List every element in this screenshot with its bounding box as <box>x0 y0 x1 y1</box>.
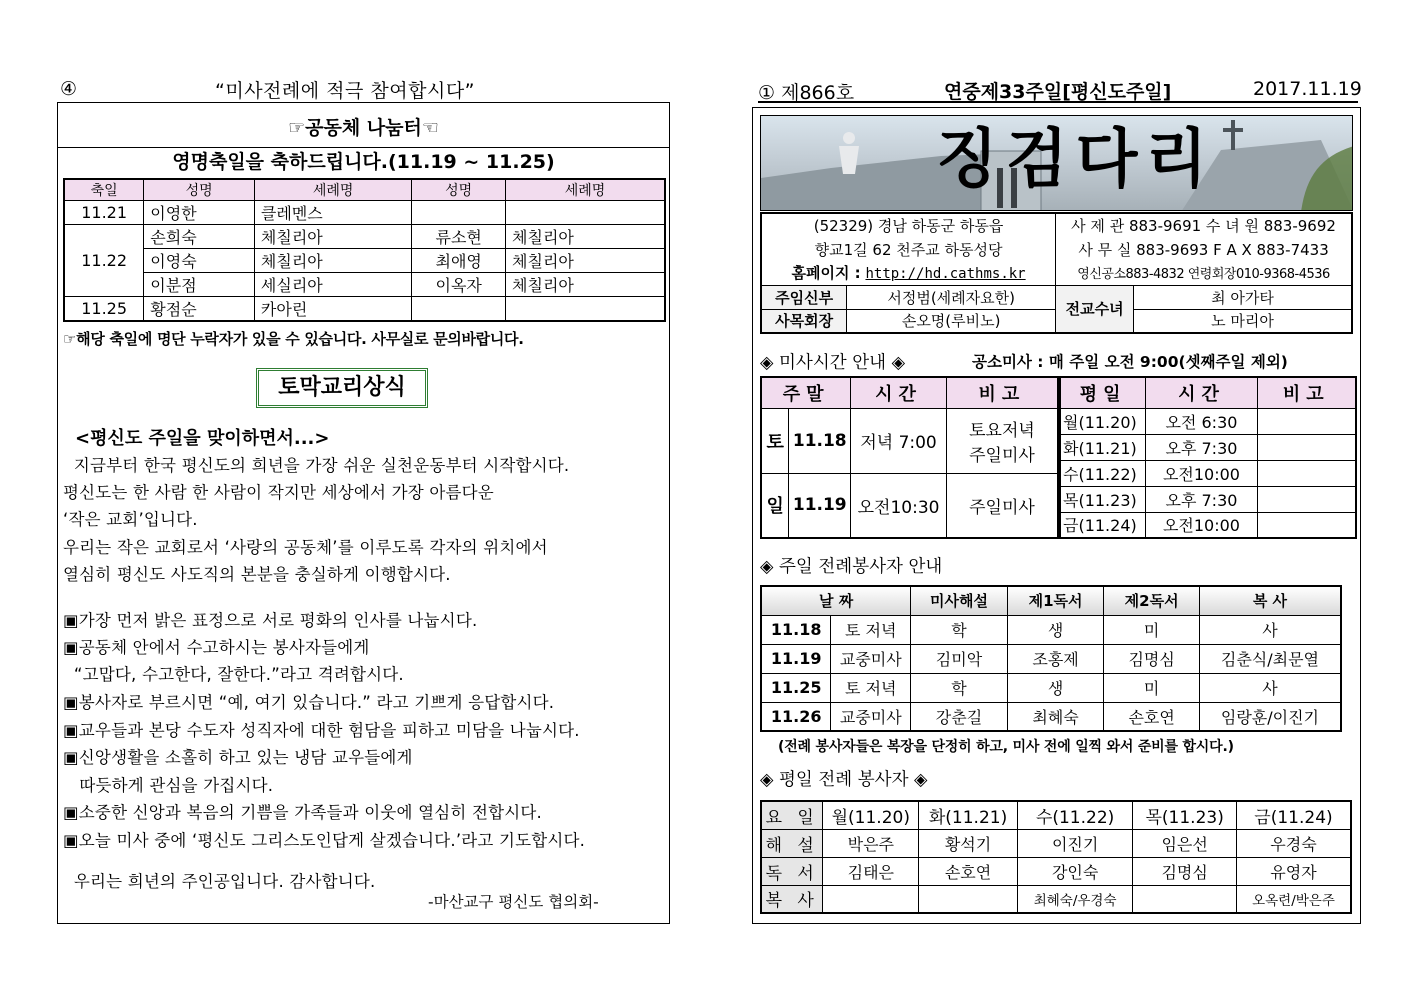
left-page-frame <box>57 102 670 924</box>
name-cell: 이영숙 <box>144 249 255 273</box>
column-header: 성명 <box>144 179 255 201</box>
bullet-line: ▣오늘 미사 중에 ‘평신도 그리스도인답게 살겠습니다.’라고 기도합시다. <box>63 831 586 850</box>
bullet-line: “고맙다, 수고한다, 잘한다.”라고 격려합시다. <box>63 665 404 684</box>
day-cell: 수(11.22) <box>1060 460 1146 486</box>
date-cell: 11.18 <box>761 615 831 644</box>
homepage-label: 홈페이지 : <box>791 264 861 283</box>
table-row <box>1060 434 1356 460</box>
table-row <box>64 201 665 225</box>
day-cell: 화(11.21) <box>1060 434 1146 460</box>
volunteer-note: (전례 봉사자들은 복장을 단정히 하고, 미사 전에 일찍 와서 준비를 합시다.) <box>778 739 1234 755</box>
column-header: 금(11.24) <box>1236 801 1351 829</box>
day-cell: 월(11.20) <box>1060 408 1146 434</box>
volunteer-cell <box>823 885 919 913</box>
commentator-cell: 강춘길 <box>911 702 1008 731</box>
baptism-cell <box>506 297 665 322</box>
column-header: 축일 <box>64 179 144 201</box>
note-cell <box>946 408 1058 473</box>
reader2-cell: 미 <box>1104 673 1200 702</box>
weekday-mass-table <box>1059 376 1357 539</box>
table-row <box>1060 512 1356 538</box>
column-header: 제2독서 <box>1104 586 1200 615</box>
note-line: 토요저녁 <box>969 420 1035 441</box>
homepage-line <box>761 261 1056 285</box>
role-cell: 독 서 <box>761 857 823 885</box>
table-row <box>761 644 1341 673</box>
contact-line: 사 무 실 883-9693 F A X 883-7433 <box>1056 237 1352 261</box>
volunteer-cell: 손호연 <box>919 857 1018 885</box>
volunteer-cell: 황석기 <box>919 829 1018 857</box>
table-row <box>761 673 1341 702</box>
column-header: 복 사 <box>1199 586 1341 615</box>
baptism-cell: 체칠리아 <box>506 225 665 249</box>
reader2-cell: 미 <box>1104 615 1200 644</box>
column-header: 제1독서 <box>1007 586 1104 615</box>
baptism-cell: 체칠리아 <box>254 249 411 273</box>
page-number-glyph: ① <box>758 82 776 104</box>
column-header: 세례명 <box>254 179 411 201</box>
table-row <box>761 829 1351 857</box>
time-cell: 오전 6:30 <box>1146 408 1257 434</box>
baptism-cell: 카아린 <box>254 297 411 322</box>
table-row <box>761 615 1341 644</box>
name-cell: 이분점 <box>144 273 255 297</box>
reader2-cell: 손호연 <box>1104 702 1200 731</box>
table-row <box>64 273 665 297</box>
mass-cell: 교중미사 <box>831 644 911 673</box>
volunteer-cell: 임은선 <box>1133 829 1237 857</box>
feast-date: 11.22 <box>64 225 144 297</box>
reader1-cell: 조홍제 <box>1007 644 1104 673</box>
column-header: 세례명 <box>506 179 665 201</box>
table-row <box>761 408 1058 473</box>
bullet-line: 따듯하게 관심을 가집시다. <box>63 776 274 795</box>
volunteer-cell: 유영자 <box>1236 857 1351 885</box>
bullet-line: ▣공동체 안에서 수고하시는 봉사자들에게 <box>63 638 370 657</box>
column-header: 수(11.22) <box>1017 801 1132 829</box>
paragraph-line: 열심히 평신도 사도직의 본분을 충실하게 이행합시다. <box>63 565 451 584</box>
column-header: 평일 <box>1060 377 1146 408</box>
column-header: 화(11.21) <box>919 801 1018 829</box>
role-cell: 복 사 <box>761 885 823 913</box>
sister-name: 노 마리아 <box>1134 309 1352 333</box>
date-cell: 11.18 <box>789 408 851 473</box>
bullet-line: ▣신앙생활을 소홀히 하고 있는 냉담 교우들에게 <box>63 748 413 767</box>
name-cell: 손희숙 <box>144 225 255 249</box>
commentator-cell: 학 <box>911 673 1008 702</box>
bullet-line: ▣가장 먼저 밝은 표정으로 서로 평화의 인사를 나눕시다. <box>63 611 478 630</box>
council-label: 사목회장 <box>761 309 847 333</box>
baptism-cell: 체칠리아 <box>506 273 665 297</box>
column-header: 날 짜 <box>761 586 911 615</box>
paragraph-line: 지금부터 한국 평신도의 희년을 가장 쉬운 실천운동부터 시작합시다. <box>63 456 570 475</box>
role-cell: 해 설 <box>761 829 823 857</box>
day-cell: 토 <box>761 408 789 473</box>
table-row <box>761 885 1351 913</box>
note-cell <box>1257 408 1356 434</box>
council-name: 손오명(루비노) <box>847 309 1056 333</box>
bulletin-title: 연중제33주일[평신도주일] <box>944 81 1172 103</box>
table-row <box>64 297 665 322</box>
contact-line: 사 제 관 883-9691 수 녀 원 883-9692 <box>1056 213 1352 237</box>
baptism-cell: 클레멘스 <box>254 201 411 225</box>
feast-date: 11.21 <box>64 201 144 225</box>
column-header: 성명 <box>412 179 506 201</box>
reader2-cell: 김명심 <box>1104 644 1200 673</box>
closing-line: 우리는 희년의 주인공입니다. 감사합니다. <box>63 872 376 891</box>
mass-cell: 교중미사 <box>831 702 911 731</box>
time-cell: 오후 7:30 <box>1146 486 1257 512</box>
baptism-cell: 체칠리아 <box>506 249 665 273</box>
contact-line: 영신공소883-4832 연령회장010-9368-4536 <box>1056 261 1352 285</box>
weekday-volunteer-heading: ◈ 평일 전례 봉사자 ◈ <box>760 770 928 790</box>
column-header: 주말 <box>761 377 851 408</box>
note-cell <box>1257 460 1356 486</box>
volunteer-cell: 김태은 <box>823 857 919 885</box>
table-row <box>761 473 1058 538</box>
server-cell: 임랑훈/이진기 <box>1199 702 1341 731</box>
name-cell: 황점순 <box>144 297 255 322</box>
weekday-volunteer-table <box>760 800 1352 914</box>
baptism-cell: 세실리아 <box>254 273 411 297</box>
day-cell: 금(11.24) <box>1060 512 1146 538</box>
server-cell: 사 <box>1199 673 1341 702</box>
paragraph-line: 우리는 작은 교회로서 ‘사랑의 공동체’를 이루도록 각자의 위치에서 <box>63 538 548 557</box>
column-header: 비고 <box>1257 377 1356 408</box>
note-cell <box>1257 486 1356 512</box>
commentator-cell: 김미악 <box>911 644 1008 673</box>
pastor-name: 서정범(세례자요한) <box>847 285 1056 309</box>
reader1-cell: 생 <box>1007 673 1104 702</box>
volunteer-cell: 박은주 <box>823 829 919 857</box>
volunteer-cell: 강인숙 <box>1017 857 1132 885</box>
feast-date: 11.25 <box>64 297 144 322</box>
name-cell: 이영한 <box>144 201 255 225</box>
day-cell: 목(11.23) <box>1060 486 1146 512</box>
signature: -마산교구 평신도 협의회- <box>428 893 599 911</box>
commentator-cell: 학 <box>911 615 1008 644</box>
feast-title: 영명축일을 축하드립니다.(11.19 ~ 11.25) <box>172 151 555 173</box>
community-title: ☞공동체 나눔터☜ <box>288 117 439 139</box>
volunteer-cell: 최혜숙/우경숙 <box>1017 885 1132 913</box>
table-row <box>1060 486 1356 512</box>
header-rule <box>758 101 1358 103</box>
note-cell <box>1257 434 1356 460</box>
note-cell: 주일미사 <box>946 473 1058 538</box>
column-header: 월(11.20) <box>823 801 919 829</box>
column-header: 비고 <box>946 377 1058 408</box>
table-row <box>761 857 1351 885</box>
server-cell: 김춘식/최문열 <box>1199 644 1341 673</box>
time-cell: 오전10:00 <box>1146 460 1257 486</box>
paragraph-line: 평신도는 한 사람 한 사람이 작지만 세상에서 가장 아름다운 <box>63 483 494 502</box>
table-row <box>64 249 665 273</box>
section-heading: <평신도 주일을 맞이하면서...> <box>75 428 330 449</box>
baptism-cell: 체칠리아 <box>254 225 411 249</box>
parish-info-table <box>760 212 1353 334</box>
volunteer-cell: 이진기 <box>1017 829 1132 857</box>
name-cell <box>412 201 506 225</box>
volunteer-cell <box>1133 885 1237 913</box>
weekend-mass-table <box>760 376 1059 539</box>
time-cell: 오전10:00 <box>1146 512 1257 538</box>
mass-schedule-heading: ◈ 미사시간 안내 ◈ <box>760 353 906 373</box>
issue-number: 제866호 <box>781 82 855 104</box>
column-header: 요 일 <box>761 801 823 829</box>
pastor-label: 주임신부 <box>761 285 847 309</box>
date-cell: 11.19 <box>761 644 831 673</box>
column-header: 미사해설 <box>911 586 1008 615</box>
volunteer-cell <box>919 885 1018 913</box>
day-cell: 일 <box>761 473 789 538</box>
table-row <box>1060 408 1356 434</box>
volunteer-cell: 오옥련/박은주 <box>1236 885 1351 913</box>
name-cell: 최애영 <box>412 249 506 273</box>
reader1-cell: 생 <box>1007 615 1104 644</box>
table-row <box>761 702 1341 731</box>
sunday-volunteer-table <box>760 585 1342 732</box>
date-cell: 11.26 <box>761 702 831 731</box>
column-header: 시간 <box>1146 377 1257 408</box>
column-header: 목(11.23) <box>1133 801 1237 829</box>
mission-mass-note: 공소미사 : 매 주일 오전 9:00(셋째주일 제외) <box>972 353 1288 371</box>
server-cell: 사 <box>1199 615 1341 644</box>
paragraph-line: ‘작은 교회’입니다. <box>63 510 198 529</box>
name-cell: 이옥자 <box>412 273 506 297</box>
volunteer-cell: 김명심 <box>1133 857 1237 885</box>
name-cell <box>412 297 506 322</box>
column-header: 시간 <box>851 377 947 408</box>
volunteer-cell: 우경숙 <box>1236 829 1351 857</box>
sister-label: 전교수녀 <box>1056 285 1134 333</box>
time-cell: 오전10:30 <box>851 473 947 538</box>
table-row <box>1060 460 1356 486</box>
date-cell: 11.25 <box>761 673 831 702</box>
mass-cell: 토 저녁 <box>831 615 911 644</box>
mass-cell: 토 저녁 <box>831 673 911 702</box>
page-number: ④ <box>60 78 78 100</box>
baptism-cell <box>506 201 665 225</box>
catechism-title: 토막교리상식 <box>256 368 428 408</box>
date-cell: 11.19 <box>789 473 851 538</box>
table-row <box>64 225 665 249</box>
address-line: 향교1길 62 천주교 하동성당 <box>761 237 1056 261</box>
homepage-link[interactable]: http://hd.cathms.kr <box>865 266 1026 283</box>
volunteer-heading: ◈ 주일 전례봉사자 안내 <box>760 557 943 577</box>
bulletin-date: 2017.11.19 <box>1253 78 1362 100</box>
address-line: (52329) 경남 하동군 하동읍 <box>761 213 1056 237</box>
page-motto: “미사전례에 적극 참여합시다” <box>215 80 476 102</box>
note-line: 주일미사 <box>969 445 1035 466</box>
bullet-line: ▣소중한 신앙과 복음의 기쁨을 가족들과 이웃에 열심히 전합시다. <box>63 803 542 822</box>
bullet-line: ▣교우들과 본당 수도자 성직자에 대한 험담을 피하고 미담을 나눕시다. <box>63 721 580 740</box>
bullet-line: ▣봉사자로 부르시면 “예, 여기 있습니다.” 라고 기쁘게 응답합시다. <box>63 693 555 712</box>
time-cell: 저녁 7:00 <box>851 408 947 473</box>
time-cell: 오후 7:30 <box>1146 434 1257 460</box>
table-header-row <box>64 179 665 201</box>
masthead-banner <box>760 115 1353 211</box>
sister-name: 최 아가타 <box>1134 285 1352 309</box>
feast-table <box>63 178 666 322</box>
reader1-cell: 최혜숙 <box>1007 702 1104 731</box>
masthead-title: 징검다리 <box>936 122 1216 197</box>
omission-notice: ☞해당 축일에 명단 누락자가 있을 수 있습니다. 사무실로 문의바랍니다. <box>63 330 524 348</box>
name-cell: 류소현 <box>412 225 506 249</box>
note-cell <box>1257 512 1356 538</box>
